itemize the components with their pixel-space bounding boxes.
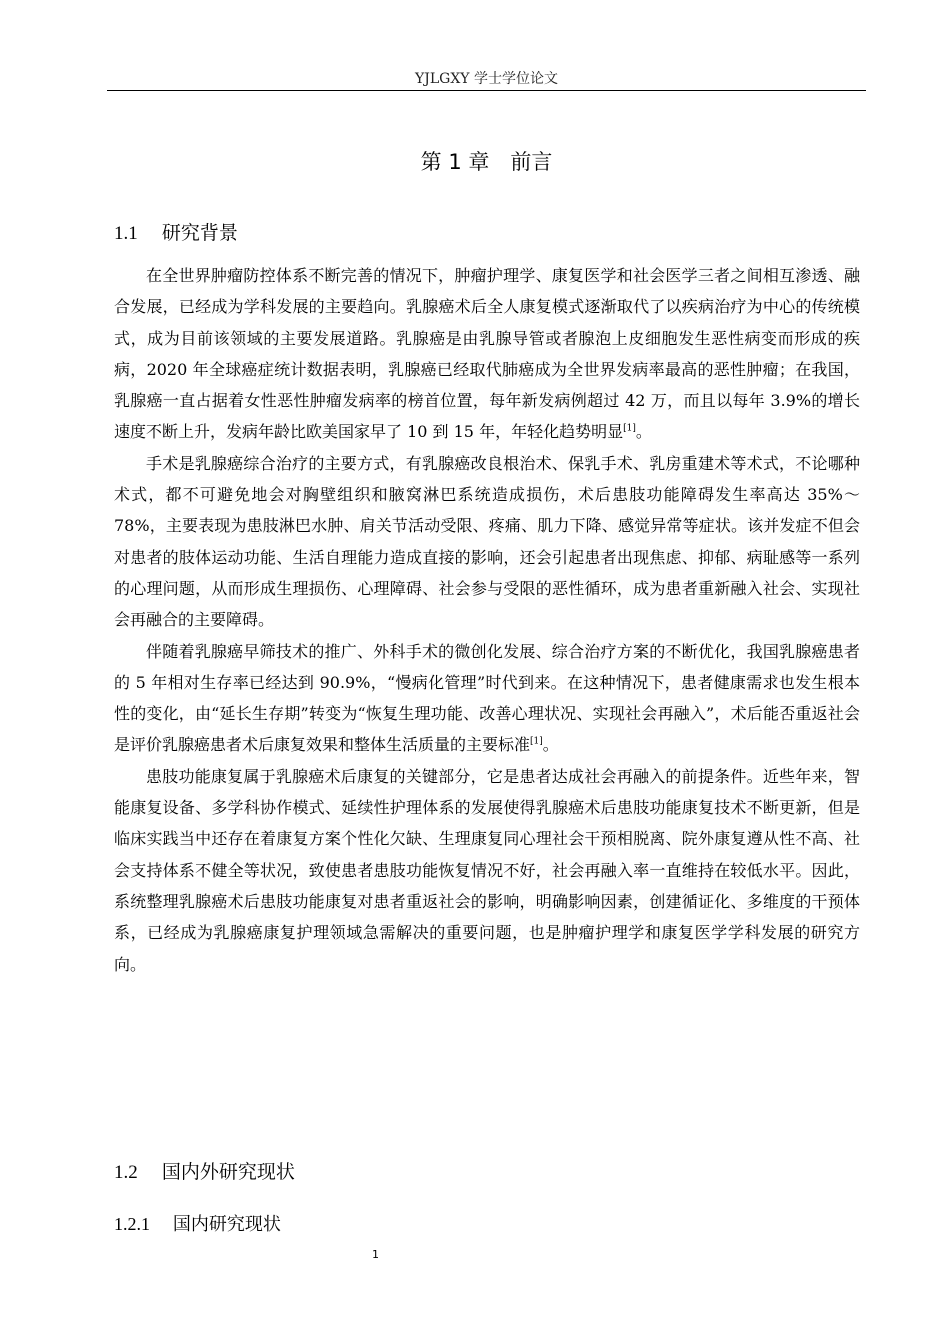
subsection-title: 国内研究现状 (172, 1214, 281, 1235)
paragraph-1 (114, 260, 860, 448)
citation-mark: [1] (623, 424, 636, 435)
paragraph-text: 在全世界肿瘤防控体系不断完善的情况下，肿瘤护理学、康复医学和社会医学三者之间相互渗透、融合发展，已经成为学科发展的主要趋向。乳腺癌术后全人康复模式逐渐取代了以疾病治疗为中心的传统模式，成为目前该领域的主要发展道路。乳腺癌是由乳腺导管或者腺泡上皮细胞发生恶性病变而形成的疾病，2020 年全球癌症统计数据表明，乳腺癌已经取代肺癌成为全世界发病率最高的恶性肿瘤；在我国，乳腺癌一直占据着女性恶性肿瘤发病率的榜首位置，每年新发病例超过 42 万，而且以每年 3.9%的增长速度不断上升，发病年龄比欧美国家早了 10 到 15 年，年轻化趋势明显 (114, 266, 860, 442)
running-header: YJLGXY 学士学位论文 (415, 71, 558, 87)
section-heading-1-2 (114, 1158, 295, 1187)
section-number: 1.2 (114, 1162, 138, 1183)
header-rule (107, 90, 866, 91)
section-title: 研究背景 (161, 222, 238, 244)
section-number: 1.1 (114, 223, 138, 244)
paragraph-text: 患肢功能康复属于乳腺癌术后康复的关键部分，它是患者达成社会再融入的前提条件。近些年来，智能康复设备、多学科协作模式、延续性护理体系的发展使得乳腺癌术后患肢功能康复技术不断更新，但是临床实践当中还存在着康复方案个性化欠缺、生理康复同心理社会干预相脱离、院外康复遵从性不高、社会支持体系不健全等状况，致使患者患肢功能恢复情况不好，社会再融入率一直维持在较低水平。因此，系统整理乳腺癌术后患肢功能康复对患者重返社会的影响，明确影响因素，创建循证化、多维度的干预体系，已经成为乳腺癌康复护理领域急需解决的重要问题，也是肿瘤护理学和康复医学学科发展的研究方向。 (114, 766, 860, 974)
subsection-number: 1.2.1 (114, 1214, 150, 1234)
paragraph-text: 伴随着乳腺癌早筛技术的推广、外科手术的微创化发展、综合治疗方案的不断优化，我国乳腺癌患者的 5 年相对生存率已经达到 90.9%，“慢病化管理”时代到来。在这种情况下，患者健康需求也发生根本性的变化，由“延长生存期”转变为“恢复生理功能、改善心理状况、实现社会再融入”，术后能否重返社会是评价乳腺癌患者术后康复效果和整体生活质量的主要标准 (114, 641, 860, 755)
paragraph-end: 。 (635, 422, 652, 442)
section-1-1-body (114, 260, 860, 980)
paragraph-text: 手术是乳腺癌综合治疗的主要方式，有乳腺癌改良根治术、保乳手术、乳房重建术等术式，不论哪种术式，都不可避免地会对胸壁组织和腋窝淋巴系统造成损伤，术后患肢功能障碍发生率高达 35%～78%，主要表现为患肢淋巴水肿、肩关节活动受限、疼痛、肌力下降、感觉异常等症状。该并发症不但会对患者的肢体运动功能、生活自理能力造成直接的影响，还会引起患者出现焦虑、抑郁、病耻感等一系列的心理问题，从而形成生理损伤、心理障碍、社会参与受限的恶性循环，成为患者重新融入社会、实现社会再融合的主要障碍。 (114, 453, 860, 630)
section-title: 国内外研究现状 (161, 1161, 295, 1183)
paragraph-4 (114, 761, 860, 980)
paragraph-end: 。 (542, 735, 559, 755)
citation-mark: [1] (530, 737, 543, 748)
paragraph-2 (114, 448, 860, 636)
paragraph-3 (114, 636, 860, 761)
section-heading-1-1 (114, 219, 238, 248)
subsection-heading-1-2-1 (114, 1210, 281, 1239)
chapter-title: 第 1 章 前言 (420, 150, 553, 174)
page-number: 1 (372, 1248, 379, 1261)
